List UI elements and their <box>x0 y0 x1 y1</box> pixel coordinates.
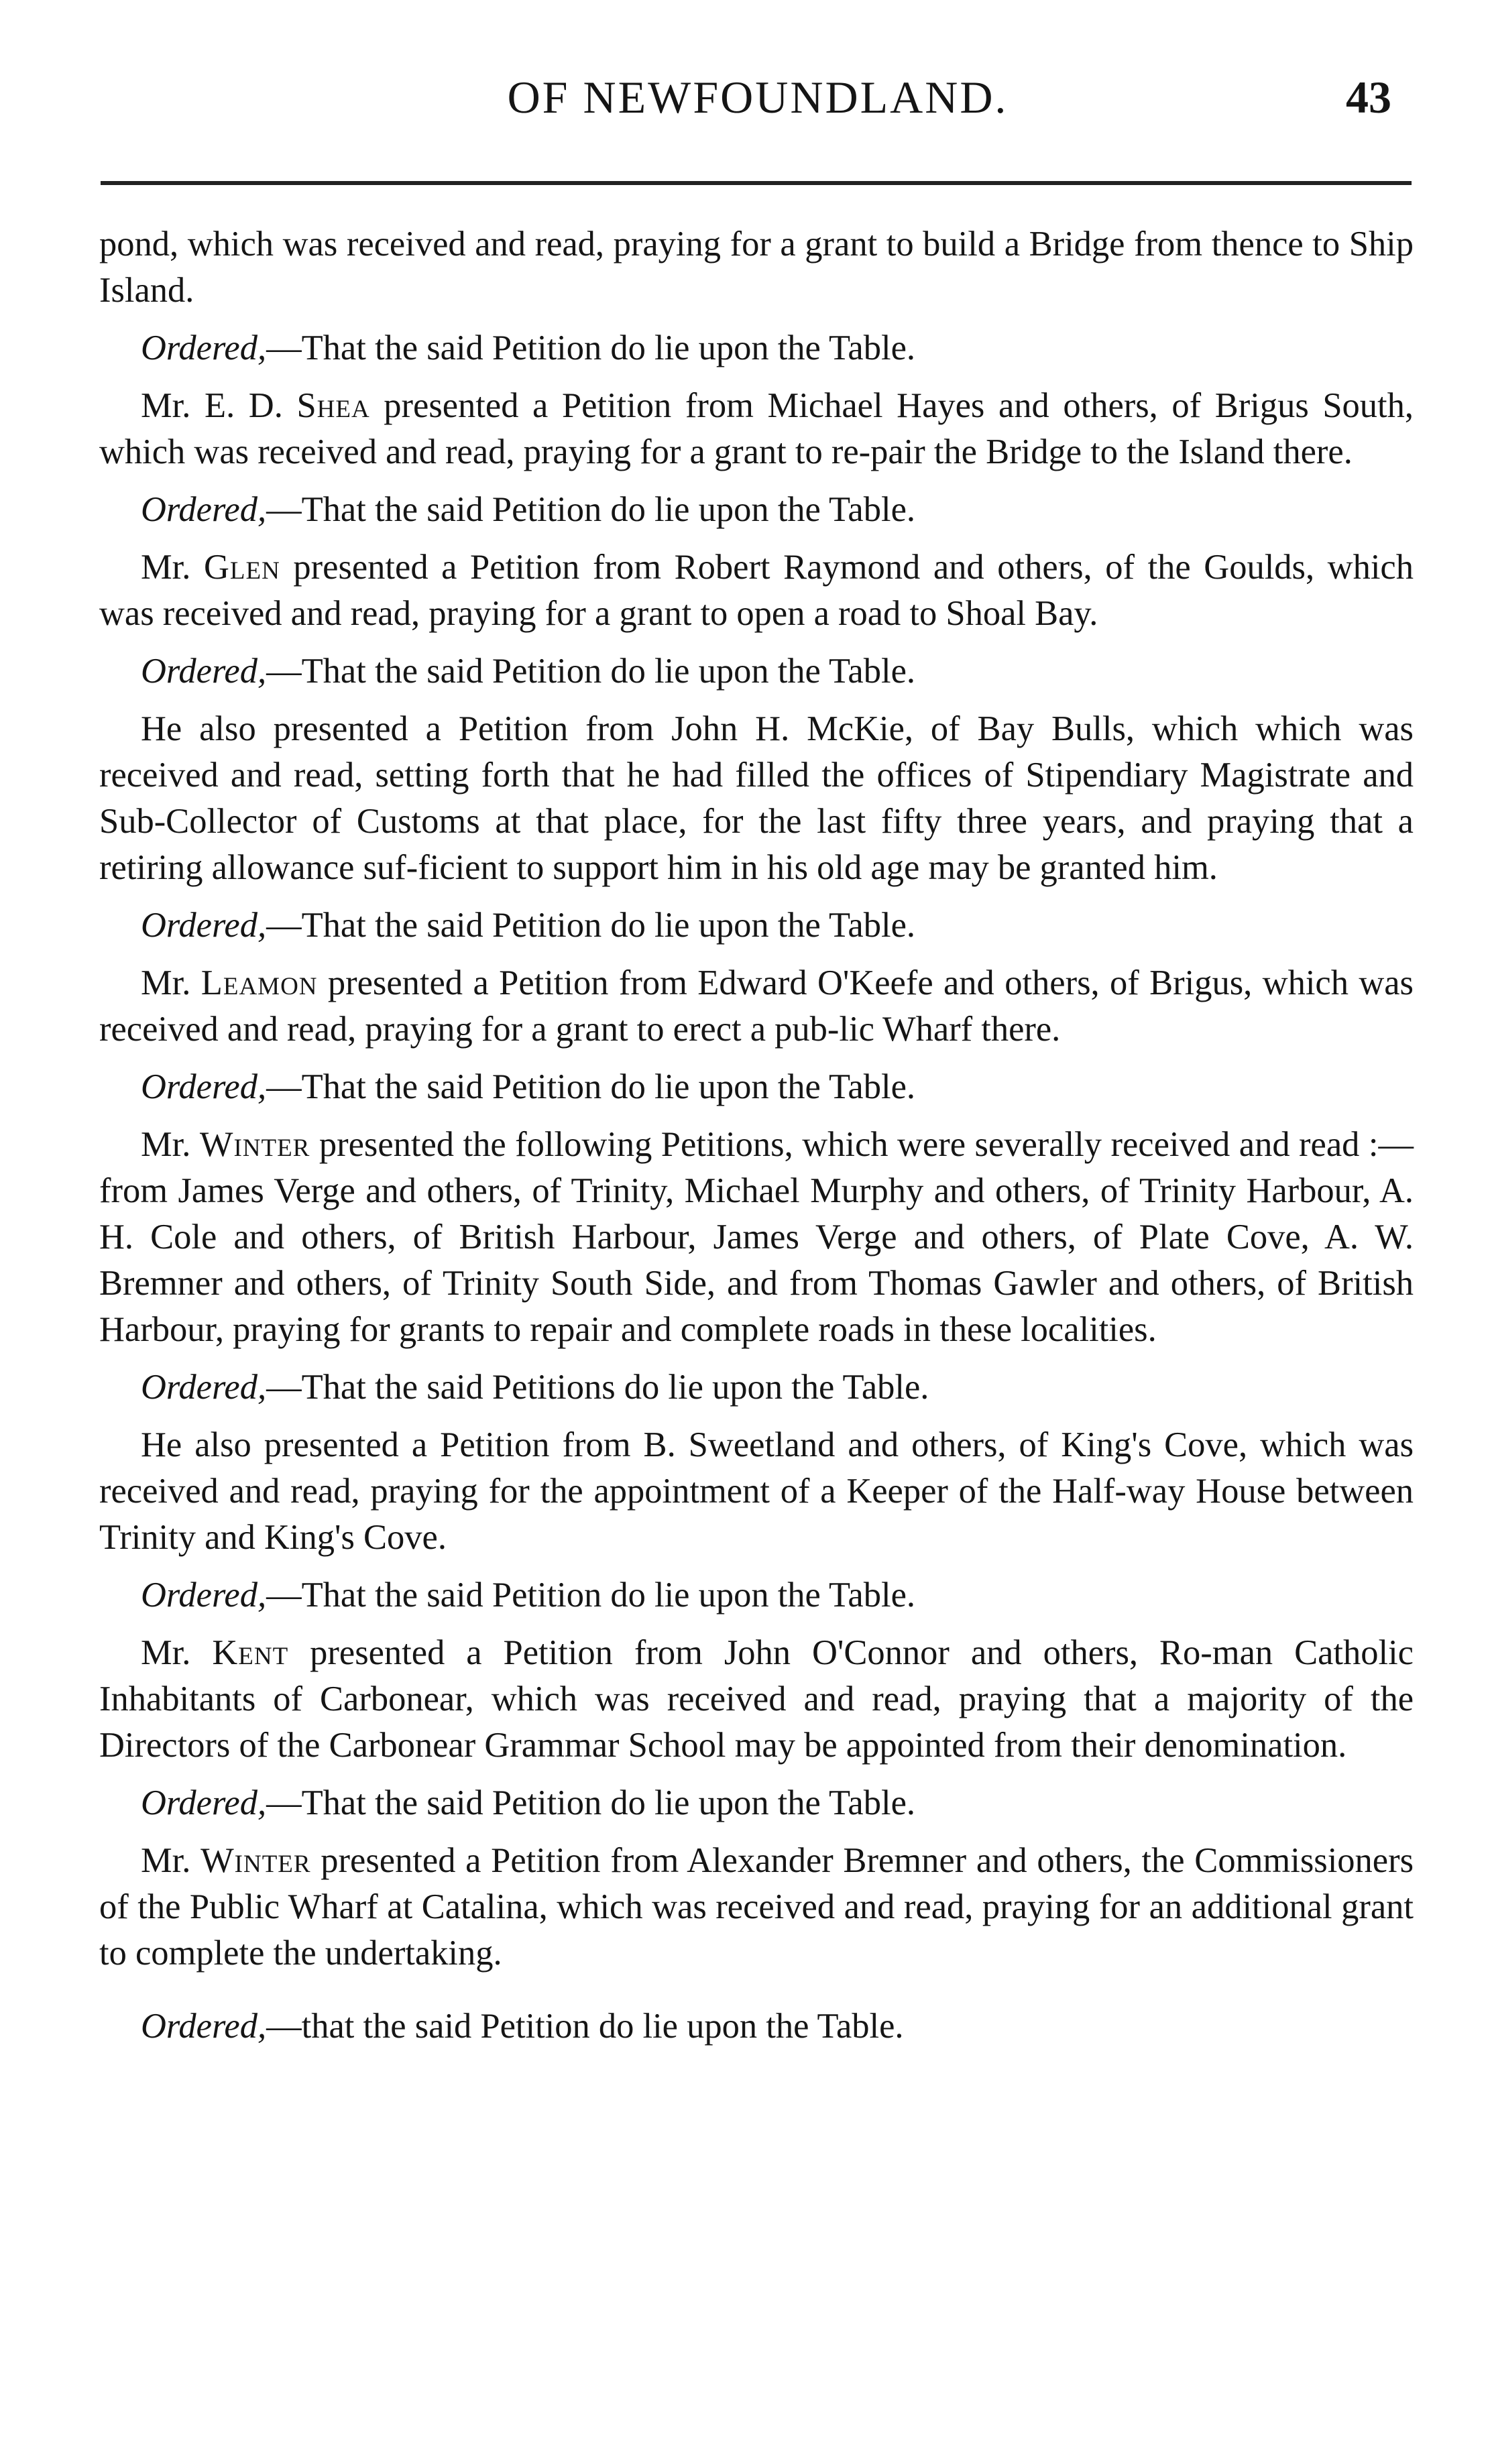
body-text <box>99 221 1414 2061</box>
paragraph-text: presented a Petition from John O'Connor and others, Ro-man Catholic Inhabitants of Carbonear, which was received and read, praying that a majority of the Directors of the Carbonear Grammar School may be appointed from their denomination. <box>99 1633 1414 1765</box>
petition-paragraph <box>99 544 1414 637</box>
ordered-label: Ordered, <box>141 1783 267 1822</box>
ordered-line <box>99 902 1414 949</box>
ordered-text: —That the said Petition do lie upon the Table. <box>266 490 916 529</box>
ordered-text: —That the said Petition do lie upon the Table. <box>266 652 916 691</box>
ordered-label: Ordered, <box>141 329 267 367</box>
petition-paragraph <box>99 706 1414 891</box>
ordered-label: Ordered, <box>141 1067 267 1106</box>
ordered-label: Ordered, <box>141 652 267 691</box>
page-number: 43 <box>1346 72 1391 123</box>
member-prefix: Mr. <box>141 963 201 1002</box>
ordered-text: —That the said Petition do lie upon the Table. <box>266 1783 916 1822</box>
member-name: Shea <box>296 386 370 425</box>
member-name: Glen <box>203 548 280 587</box>
ordered-text: —that the said Petition do lie upon the Table. <box>266 2007 904 2046</box>
paragraph-text: presented a Petition from Alexander Bremner and others, the Commissioners of the Public Wharf at Catalina, which was received and read, praying for an additional grant to complete the undertaking. <box>99 1841 1414 1973</box>
petition-paragraph <box>99 1422 1414 1561</box>
paragraph-text: presented a Petition from Michael Hayes and others, of Brigus South, which was received and read, praying for a grant to re-pair the Bridge to the Island there. <box>99 386 1414 471</box>
ordered-line <box>99 648 1414 695</box>
ordered-label: Ordered, <box>141 490 267 529</box>
member-name: Winter <box>200 1841 311 1880</box>
running-head <box>101 67 1415 127</box>
ordered-text: —That the said Petition do lie upon the Table. <box>266 1067 916 1106</box>
member-name: Leamon <box>200 963 318 1002</box>
member-prefix: Mr. E. D. <box>141 386 297 425</box>
ordered-line <box>99 1364 1414 1411</box>
petition-paragraph <box>99 960 1414 1053</box>
member-prefix: Mr. <box>141 1841 201 1880</box>
paragraph-text: He also presented a Petition from John H. McKie, of Bay Bulls, which which was received and read, setting forth that he had filled the offices of Stipendiary Magistrate and Sub-Collector of Customs at that place, for the last fifty three years, and praying that a retiring allowance suf-ficient to support him in his old age may be granted him. <box>99 709 1414 887</box>
ordered-line <box>99 325 1414 371</box>
ordered-line <box>99 1572 1414 1619</box>
member-name: Winter <box>199 1125 310 1164</box>
petition-paragraph <box>99 1630 1414 1769</box>
ordered-text: —That the said Petitions do lie upon the Table. <box>266 1368 929 1407</box>
ordered-text: —That the said Petition do lie upon the Table. <box>266 906 916 945</box>
ordered-label: Ordered, <box>141 1368 267 1407</box>
member-name: Kent <box>212 1633 289 1672</box>
paragraph-text: presented a Petition from Edward O'Keefe and others, of Brigus, which was received and read, praying for a grant to erect a pub-lic Wharf there. <box>99 963 1414 1049</box>
ordered-line <box>99 1780 1414 1826</box>
paragraph-text: pond, which was received and read, praying for a grant to build a Bridge from thence to Ship Island. <box>99 225 1414 310</box>
petition-paragraph <box>99 1122 1414 1353</box>
ordered-line <box>99 487 1414 533</box>
ordered-line <box>99 1064 1414 1110</box>
paragraph-text: presented a Petition from Robert Raymond and others, of the Goulds, which was received and read, praying for a grant to open a road to Shoal Bay. <box>99 548 1414 633</box>
header-rule <box>101 181 1412 185</box>
running-head-title: OF NEWFOUNDLAND. <box>507 72 1009 123</box>
member-prefix: Mr. <box>141 1125 200 1164</box>
ordered-text: —That the said Petition do lie upon the Table. <box>266 329 916 367</box>
paragraph-continuation <box>99 221 1414 314</box>
member-prefix: Mr. <box>141 1633 213 1672</box>
ordered-label: Ordered, <box>141 2007 267 2046</box>
ordered-line <box>99 2003 1414 2050</box>
petition-paragraph <box>99 1838 1414 1977</box>
ordered-label: Ordered, <box>141 906 267 945</box>
ordered-label: Ordered, <box>141 1576 267 1615</box>
ordered-text: —That the said Petition do lie upon the Table. <box>266 1576 916 1615</box>
paragraph-text: presented the following Petitions, which were severally received and read :—from James Verge and others, of Trinity, Michael Murphy and others, of Trinity Harbour, A. H. Cole and others, of British Harbour, James Verge and others, of Plate Cove, A. W. Bremner and others, of Trinity South Side, and from Thomas Gawler and others, of British Harbour, praying for grants to repair and complete roads in these localities. <box>99 1125 1414 1349</box>
petition-paragraph <box>99 383 1414 475</box>
member-prefix: Mr. <box>141 548 204 587</box>
paragraph-text: He also presented a Petition from B. Sweetland and others, of King's Cove, which was received and read, praying for the appointment of a Keeper of the Half-way House between Trinity and King's Cove. <box>99 1425 1414 1557</box>
